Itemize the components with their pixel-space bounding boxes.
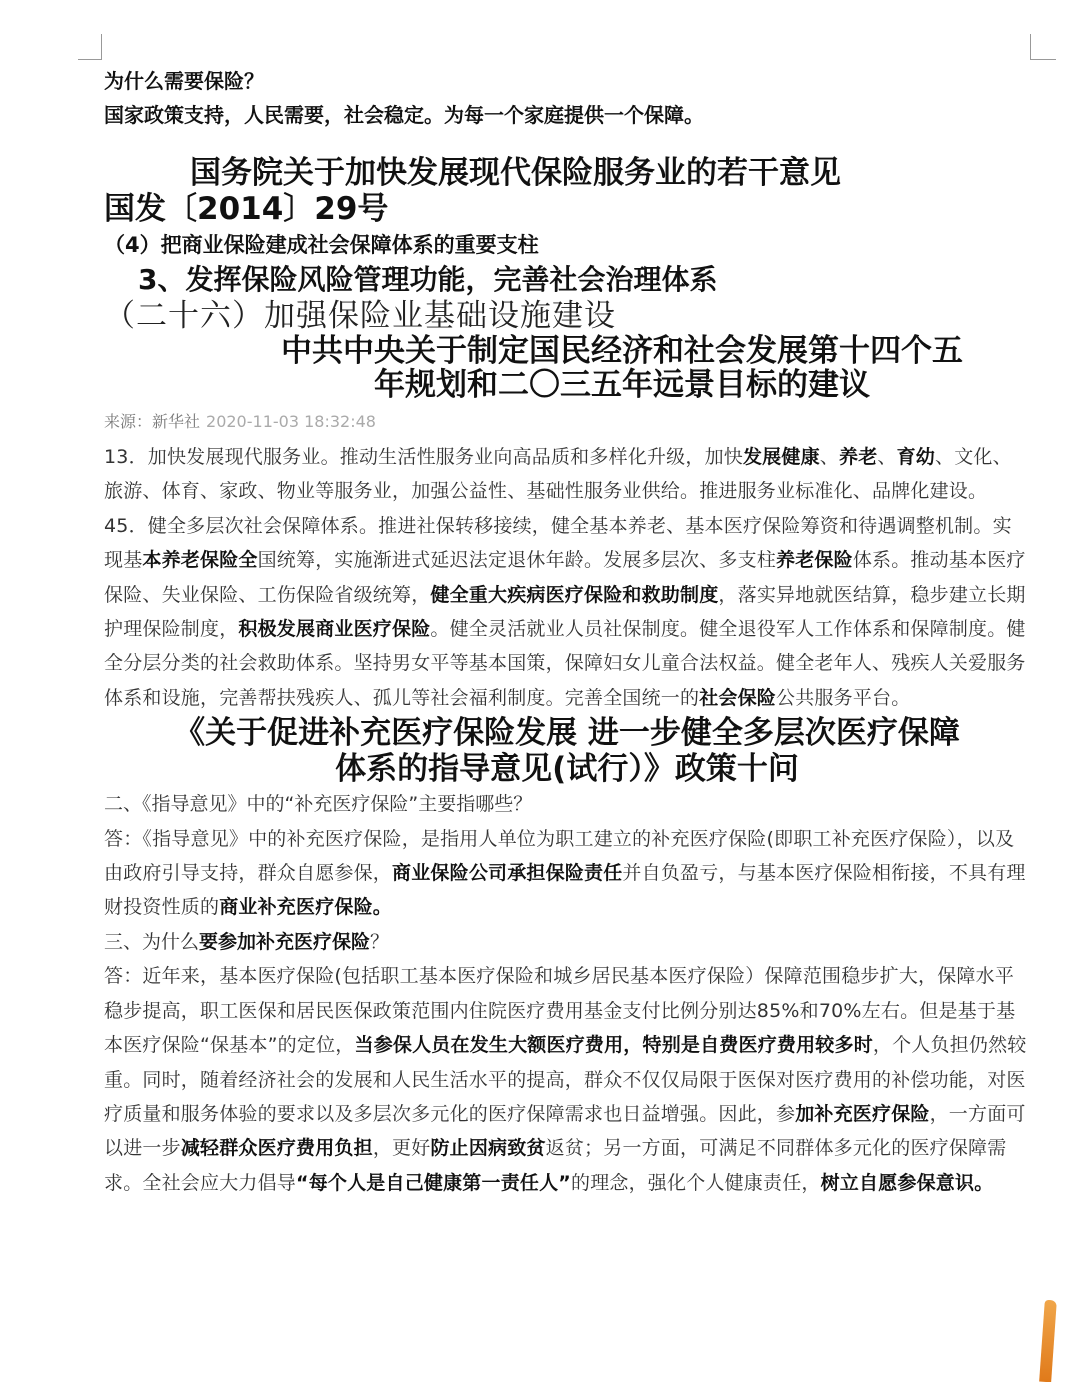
- doc1-item4: （4）把商业保险建成社会保障体系的重要支柱: [104, 233, 539, 257]
- text-run: 、: [877, 446, 897, 468]
- bold-text-run: 本养老保险全: [142, 549, 258, 572]
- paragraph-45: [104, 509, 1030, 715]
- text-run: ，落实异地就医结算，稳步建立长期护理保险制度，: [104, 583, 1026, 641]
- text-run: 。健全灵活就业人员社保制度。健全退役军人工作体系和保障制度。健全分层分类的社会救助体系。坚持男女平等基本国策，保障妇女儿童合法权益。健全老年人、残疾人关爱服务体系和设施，完善帮扶残疾人、孤儿等社会福利制度。完善全国统一的: [104, 618, 1026, 709]
- question-2: 二、《指导意见》中的“补充医疗保险”主要指哪些？: [104, 793, 533, 816]
- bold-text-run: “每个人是自己健康第一责任人”: [296, 1171, 571, 1194]
- doc2-title: [104, 334, 1030, 402]
- highlighter-mark: [1039, 1300, 1057, 1382]
- bold-text-run: 要参加补充医疗保险: [199, 930, 371, 953]
- answer-3: [104, 959, 1030, 1200]
- doc2-title-line1: 中共中央关于制定国民经济和社会发展第十四个五: [281, 333, 963, 369]
- text-run: ，更好: [372, 1137, 431, 1160]
- doc1-item26: （二十六）加强保险业基础设施建设: [104, 298, 616, 334]
- bold-text-run: 健全重大疾病医疗保险和救助制度: [430, 583, 719, 606]
- text-run: 答：近年来，基本医疗保险(包括职工基本医疗保险和城乡居民基本医疗保险）保障范围稳步扩大，保障水平稳步提高，职工医保和居民医保政策范围内住院医疗费用基金支付比例分别达85%和70%左右。但是基于基本医疗保险“保基本”的定位，: [104, 965, 1016, 1057]
- doc1-number: 国发〔2014〕29号: [104, 191, 389, 227]
- doc3-title-line2: 体系的指导意见(试行）》政策十问: [335, 751, 799, 788]
- crop-mark-top-right: [1030, 34, 1031, 60]
- bold-text-run: 商业保险公司承担保险责任: [392, 862, 623, 885]
- paragraph-13: [104, 440, 1030, 509]
- bold-text-run: 发展健康: [742, 446, 820, 468]
- text-run: 、: [819, 446, 839, 468]
- text-run: 体系。推动基本医疗保险、失业保险、工伤保险省级统筹，: [104, 549, 1026, 606]
- crop-mark-top-left: [101, 34, 102, 60]
- bold-text-run: 商业补充医疗保险。: [219, 896, 393, 919]
- text-run: 并自负盈亏，与基本医疗保险相衔接，不具有理财投资性质的: [104, 862, 1026, 919]
- bold-text-run: 当参保人员在发生大额医疗费用，特别是自费医疗费用较多时: [354, 1034, 873, 1057]
- bold-text-run: 养老: [839, 446, 878, 468]
- doc3-title-line1: 《关于促进补充医疗保险发展 进一步健全多层次医疗保障: [174, 715, 960, 752]
- document-page: [104, 64, 1030, 1200]
- doc3-title: [104, 715, 1030, 787]
- text-run: ，个人负担仍然较重。同时，随着经济社会的发展和人民生活水平的提高，群众不仅仅局限于医保对医疗费用的补偿功能，对医疗质量和服务体验的要求以及多层次多元化的医疗保障需求也日益增强。因此，参: [104, 1034, 1027, 1125]
- question-3: [104, 925, 1030, 959]
- crop-mark-top-left: [78, 59, 102, 60]
- intro-question: 为什么需要保险？: [104, 69, 264, 93]
- source-label: 来源：新华社: [104, 412, 201, 431]
- bold-text-run: 减轻群众医疗费用负担: [180, 1137, 373, 1160]
- doc1-section3: 3、发挥保险风险管理功能，完善社会治理体系: [138, 263, 718, 296]
- doc2-title-line2: 年规划和二〇三五年远景目标的建议: [374, 367, 870, 403]
- text-run: 三、为什么: [104, 930, 200, 953]
- bold-text-run: 树立自愿参保意识。: [820, 1171, 994, 1194]
- bold-text-run: 积极发展商业医疗保险: [238, 618, 431, 641]
- bold-text-run: 加补充医疗保险: [795, 1102, 930, 1125]
- bold-text-run: 养老保险: [776, 549, 853, 572]
- text-run: 、文化、旅游、体育、家政、物业等服务业，加强公益性、基础性服务业供给。推进服务业标准化、品牌化建设。: [104, 446, 1012, 503]
- text-run: 45．健全多层次社会保障体系。推进社保转移接续，健全基本养老、基本医疗保险筹资和待遇调整机制。实现基: [104, 514, 1012, 572]
- text-run: 的理念，强化个人健康责任，: [571, 1171, 821, 1194]
- bold-text-run: 社会保险: [699, 686, 777, 709]
- text-run: 返贫；另一方面，可满足不同群体多元化的医疗保障需求。全社会应大力倡导: [104, 1137, 1007, 1194]
- text-run: 13．加快发展现代服务业。推动生活性服务业向高品质和多样化升级，加快: [104, 446, 743, 468]
- text-run: 公共服务平台。: [776, 686, 911, 709]
- text-run: ？: [370, 930, 390, 953]
- bold-text-run: 防止因病致贫: [430, 1137, 546, 1160]
- intro-answer: 国家政策支持，人民需要，社会稳定。为每一个家庭提供一个保障。: [104, 103, 704, 127]
- doc1-title: 国务院关于加快发展现代保险服务业的若干意见: [190, 155, 841, 191]
- text-run: ，一方面可以进一步: [104, 1102, 1026, 1160]
- source-time: 2020-11-03 18:32:48: [206, 412, 376, 431]
- text-run: 答：《指导意见》中的补充医疗保险，是指用人单位为职工建立的补充医疗保险(即职工补充医疗保险），以及由政府引导支持，群众自愿参保，: [104, 827, 1015, 885]
- source-line: [104, 404, 1030, 440]
- bold-text-run: 育幼: [896, 446, 936, 468]
- text-run: 国统筹，实施渐进式延迟法定退休年龄。发展多层次、多支柱: [257, 549, 777, 572]
- answer-2: [104, 822, 1030, 925]
- crop-mark-top-right: [1030, 59, 1056, 60]
